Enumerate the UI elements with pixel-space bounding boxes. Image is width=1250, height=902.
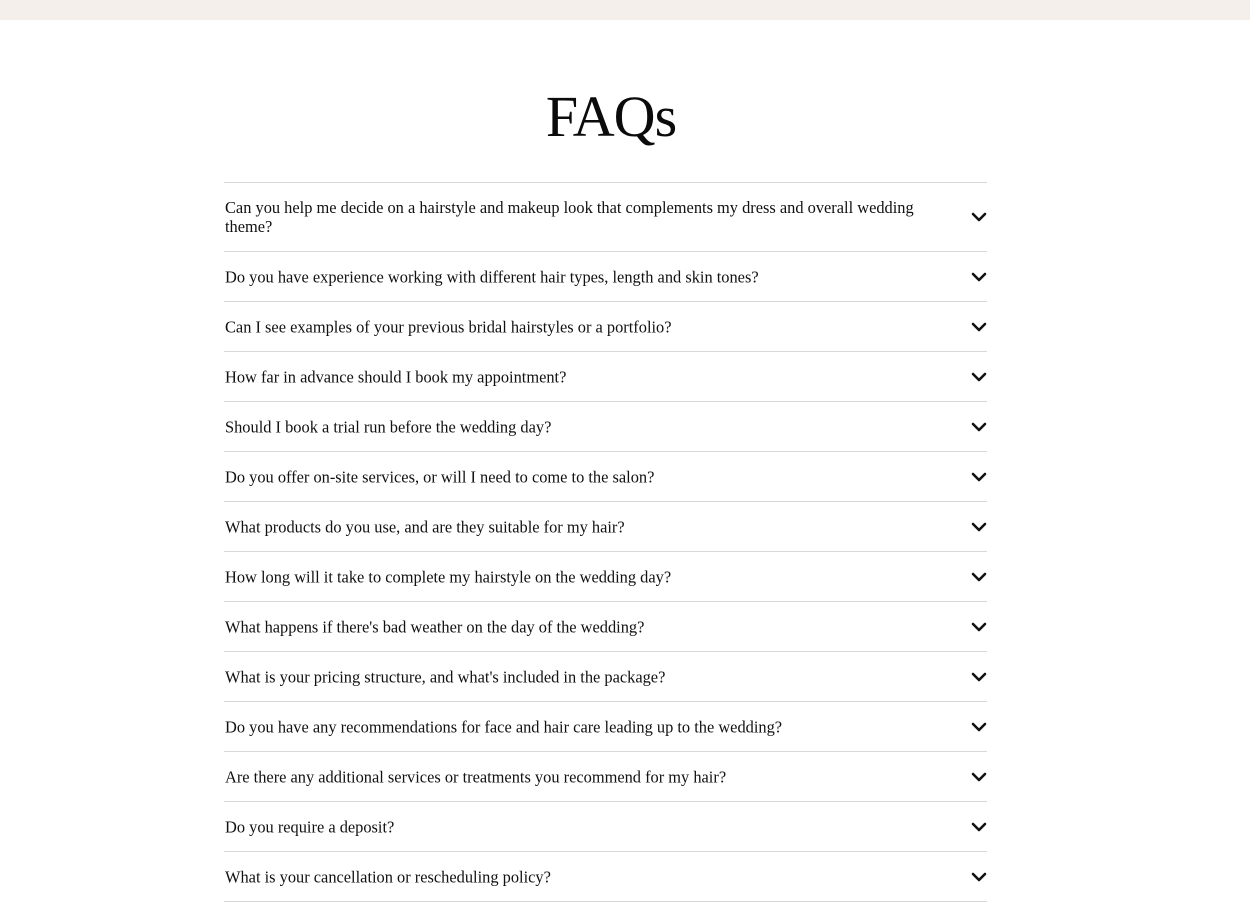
chevron-down-icon[interactable]: [971, 571, 987, 583]
faq-question: How far in advance should I book my appointment?: [225, 367, 567, 386]
chevron-down-icon[interactable]: [971, 211, 987, 223]
faq-item[interactable]: [224, 183, 987, 252]
chevron-down-icon[interactable]: [971, 521, 987, 533]
chevron-down-icon[interactable]: [971, 871, 987, 883]
chevron-down-icon[interactable]: [971, 421, 987, 433]
faq-question: Are there any additional services or treatments you recommend for my hair?: [225, 767, 727, 786]
chevron-down-icon[interactable]: [971, 821, 987, 833]
faq-item[interactable]: [224, 402, 987, 452]
faq-question: Should I book a trial run before the wedding day?: [225, 417, 552, 436]
faq-item[interactable]: [224, 352, 987, 402]
chevron-down-icon[interactable]: [971, 271, 987, 283]
chevron-down-icon[interactable]: [971, 321, 987, 333]
chevron-down-icon[interactable]: [971, 671, 987, 683]
faq-question: Can I see examples of your previous bridal hairstyles or a portfolio?: [225, 317, 672, 336]
chevron-down-icon[interactable]: [971, 371, 987, 383]
faq-question: Do you have any recommendations for face and hair care leading up to the wedding?: [225, 717, 783, 736]
faq-question: What products do you use, and are they suitable for my hair?: [225, 517, 625, 536]
page-title: FAQs: [545, 84, 677, 149]
faq-item[interactable]: [224, 752, 987, 802]
faq-question: Do you require a deposit?: [225, 817, 395, 836]
faq-item[interactable]: [224, 652, 987, 702]
faq-question: Do you offer on-site services, or will I need to come to the salon?: [225, 467, 655, 486]
faq-item[interactable]: [224, 452, 987, 502]
faq-item[interactable]: [224, 302, 987, 352]
faq-accordion: [224, 182, 987, 902]
faq-question: Do you have experience working with different hair types, length and skin tones?: [225, 267, 759, 286]
faq-item[interactable]: [224, 502, 987, 552]
faq-question: What happens if there's bad weather on the day of the wedding?: [225, 617, 645, 636]
faq-question: What is your cancellation or rescheduling policy?: [225, 867, 551, 886]
faq-item[interactable]: [224, 252, 987, 302]
faq-question: What is your pricing structure, and what's included in the package?: [225, 667, 666, 686]
chevron-down-icon[interactable]: [971, 621, 987, 633]
top-header-strip: [0, 0, 1250, 20]
faq-item[interactable]: [224, 552, 987, 602]
faq-question: Can you help me decide on a hairstyle and makeup look that complements my dress and overall wedding theme?: [225, 198, 914, 236]
faq-item[interactable]: [224, 702, 987, 752]
faq-item[interactable]: [224, 802, 987, 852]
faq-question: How long will it take to complete my hairstyle on the wedding day?: [225, 567, 672, 586]
chevron-down-icon[interactable]: [971, 721, 987, 733]
faq-item[interactable]: [224, 852, 987, 902]
chevron-down-icon[interactable]: [971, 471, 987, 483]
faq-item[interactable]: [224, 602, 987, 652]
chevron-down-icon[interactable]: [971, 771, 987, 783]
